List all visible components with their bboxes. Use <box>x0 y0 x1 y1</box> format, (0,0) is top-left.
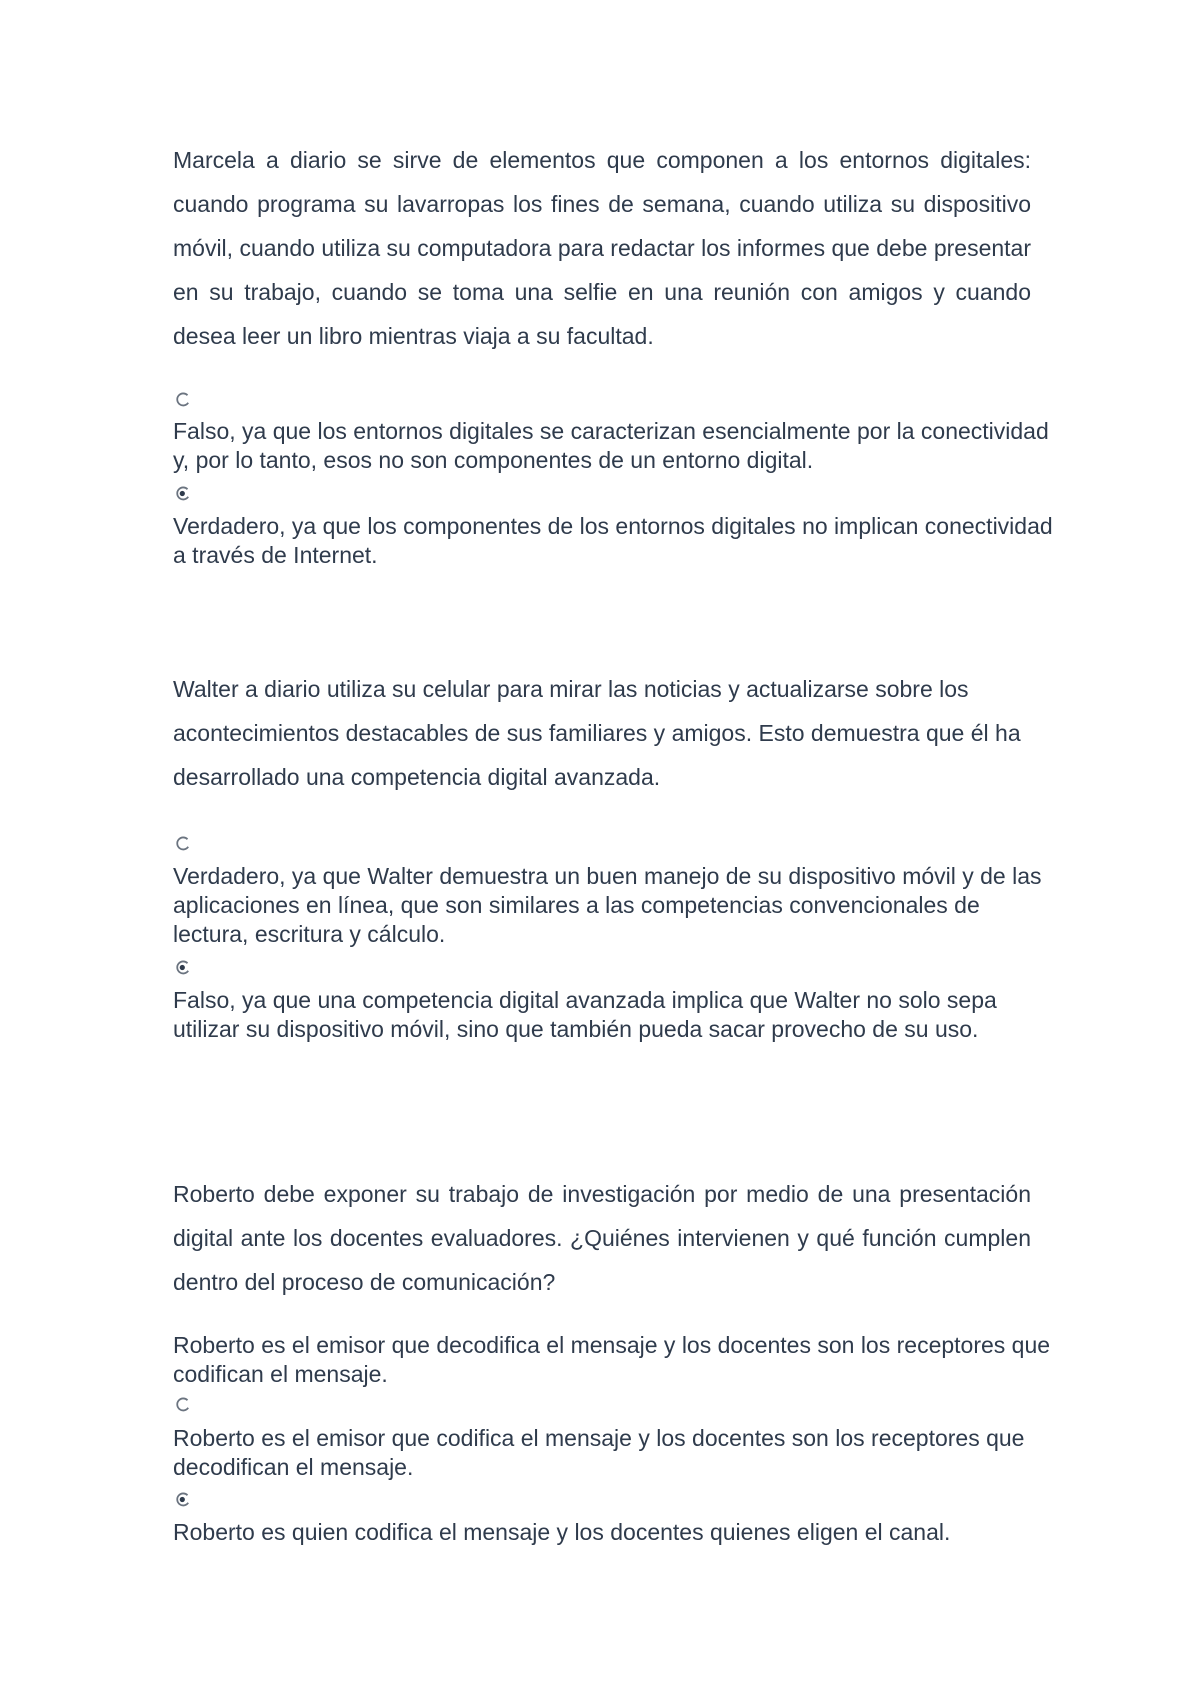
radio-button-unselected[interactable] <box>175 392 190 407</box>
question-3-text: Roberto debe exponer su trabajo de investigación por medio de una presentación digital ante los docentes evaluadores. ¿Quiénes intervienen y qué función cumplen dentro del proceso de comunicación? <box>173 1181 1031 1295</box>
radio-button-selected[interactable] <box>175 960 190 975</box>
radio-button-selected[interactable] <box>175 1492 190 1507</box>
question-2-option-1: Verdadero, ya que Walter demuestra un buen manejo de su dispositivo móvil y de las aplicaciones en línea, que son similares a las competencias convencionales de lectura, escritura y cálculo. <box>173 863 1042 947</box>
question-2-text: Walter a diario utiliza su celular para mirar las noticias y actualizarse sobre los acontecimientos destacables de sus familiares y amigos. Esto demuestra que él ha desarrollado una competencia digital avanzada. <box>173 676 1021 790</box>
question-1-option-2: Verdadero, ya que los componentes de los entornos digitales no implican conectividad a través de Internet. <box>173 513 1053 568</box>
radio-button-unselected[interactable] <box>175 1397 190 1412</box>
radio-button-unselected[interactable] <box>175 836 190 851</box>
radio-button-selected[interactable] <box>175 486 190 501</box>
question-2-option-2: Falso, ya que una competencia digital avanzada implica que Walter no solo sepa utilizar su dispositivo móvil, sino que también pueda sacar provecho de su uso. <box>173 987 997 1042</box>
question-3-option-1: Roberto es el emisor que decodifica el mensaje y los docentes son los receptores que codifican el mensaje. <box>173 1332 1051 1387</box>
question-1-text: Marcela a diario se sirve de elementos que componen a los entornos digitales: cuando programa su lavarropas los fines de semana, cuando utiliza su dispositivo móvil, cuando utiliza su computadora para redactar los informes que debe presentar en su trabajo, cuando se toma una selfie en una reunión con amigos y cuando desea leer un libro mientras viaja a su facultad. <box>173 147 1031 349</box>
question-3-option-2: Roberto es el emisor que codifica el mensaje y los docentes son los receptores que decodifican el mensaje. <box>173 1425 1025 1480</box>
question-1-option-1: Falso, ya que los entornos digitales se caracterizan esencialmente por la conectividad y, por lo tanto, esos no son componentes de un entorno digital. <box>173 418 1049 473</box>
question-3-option-3: Roberto es quien codifica el mensaje y los docentes quienes eligen el canal. <box>173 1519 951 1545</box>
